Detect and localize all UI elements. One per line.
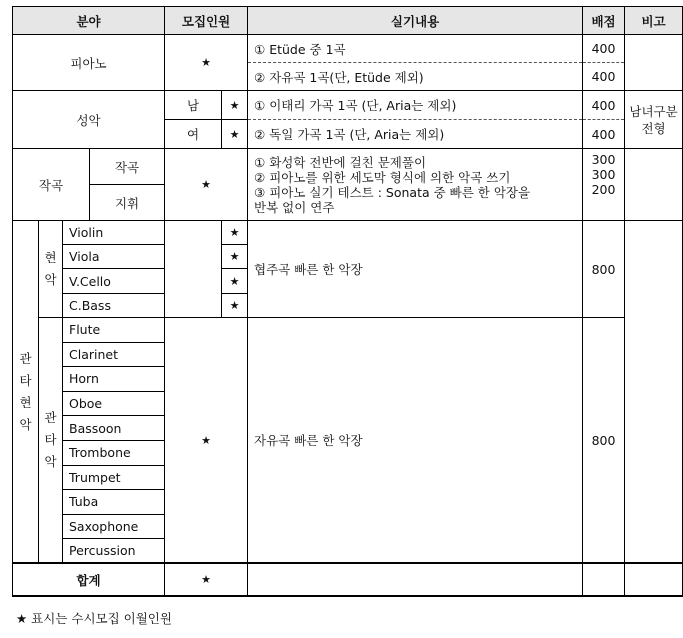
- header-row: [13, 7, 683, 35]
- composition-score-3: 200: [591, 182, 616, 197]
- piano-item-2: ② 자유곡 1곡(단, Etüde 제외): [248, 63, 583, 91]
- instrument-bassoon: Bassoon: [63, 416, 165, 441]
- star-vcello: ★: [222, 269, 248, 294]
- header-recruit: 모집인원: [165, 7, 248, 35]
- piano-star: ★: [165, 35, 248, 91]
- star-cbass: ★: [222, 294, 248, 318]
- vocal-item-2: ② 독일 가곡 1곡 (단, Aria는 제외): [248, 120, 583, 149]
- total-row: [13, 563, 683, 596]
- header-content: 실기내용: [248, 7, 583, 35]
- strings-label: [39, 221, 63, 318]
- instrument-clarinet: Clarinet: [63, 342, 165, 367]
- composition-item-2: ② 피아노를 위한 세도막 형식에 의한 악곡 쓰기: [254, 169, 511, 185]
- winds-score: 800: [583, 318, 625, 564]
- star-viola: ★: [222, 245, 248, 269]
- instrument-vcello: V.Cello: [63, 269, 165, 294]
- total-score: [583, 563, 625, 596]
- vocal-row-1: [13, 91, 683, 120]
- header-field: 분야: [13, 7, 165, 35]
- strings-content: 협주곡 빠른 한 악장: [248, 221, 583, 318]
- header-note: 비고: [625, 7, 683, 35]
- orchestra-note: [625, 221, 683, 564]
- winds-row-1: [13, 318, 683, 343]
- instrument-trumpet: Trumpet: [63, 465, 165, 490]
- total-label: 합계: [13, 563, 165, 596]
- vocal-note: [625, 91, 683, 149]
- instrument-trombone: Trombone: [63, 440, 165, 465]
- composition-sub-1: 작곡: [90, 149, 165, 185]
- header-score: 배점: [583, 7, 625, 35]
- composition-sub-2: 지휘: [90, 185, 165, 221]
- composition-scores: [583, 149, 625, 221]
- instrument-tuba: Tuba: [63, 490, 165, 515]
- orchestra-label-text: 관 타 현 악: [19, 350, 32, 432]
- composition-score-2: 300: [591, 167, 616, 182]
- strings-score: 800: [583, 221, 625, 318]
- winds-star: ★: [165, 318, 248, 564]
- footnote: ★ 표시는 수시모집 이월인원: [16, 611, 172, 626]
- piano-note: [625, 35, 683, 91]
- vocal-female-star: ★: [222, 120, 248, 149]
- vocal-male-star: ★: [222, 91, 248, 120]
- total-note: [625, 563, 683, 596]
- piano-score-2: 400: [583, 63, 625, 91]
- composition-content: [248, 149, 583, 221]
- vocal-male: 남: [165, 91, 222, 120]
- strings-label-text: 현 악: [44, 250, 57, 287]
- composition-note: [625, 149, 683, 221]
- instrument-oboe: Oboe: [63, 391, 165, 416]
- vocal-note-text: 남녀구분 전형: [629, 103, 678, 136]
- vocal-score-1: 400: [583, 91, 625, 120]
- instrument-viola: Viola: [63, 245, 165, 269]
- composition-score-1: 300: [591, 152, 616, 167]
- total-star: ★: [165, 563, 248, 596]
- vocal-score-2: 400: [583, 120, 625, 149]
- instrument-percussion: Percussion: [63, 539, 165, 564]
- strings-blank: [165, 221, 222, 318]
- orchestra-label: [13, 221, 39, 564]
- piano-item-1: ① Etüde 중 1곡: [248, 35, 583, 63]
- winds-label-text: 관 타 악: [44, 410, 57, 470]
- instrument-cbass: C.Bass: [63, 294, 165, 318]
- instrument-saxophone: Saxophone: [63, 514, 165, 539]
- instrument-violin: Violin: [63, 221, 165, 245]
- audition-table: [12, 6, 683, 597]
- winds-content: 자유곡 빠른 한 악장: [248, 318, 583, 564]
- composition-item-3: ③ 피아노 실기 테스트 : Sonata 중 빠른 한 악장을 반복 없이 연주: [254, 184, 531, 215]
- instrument-flute: Flute: [63, 318, 165, 343]
- piano-label: 피아노: [13, 35, 165, 91]
- winds-label: [39, 318, 63, 564]
- composition-row-1: [13, 149, 683, 185]
- strings-row-1: [13, 221, 683, 245]
- piano-score-1: 400: [583, 35, 625, 63]
- piano-row-1: [13, 35, 683, 63]
- vocal-label: 성악: [13, 91, 165, 149]
- instrument-horn: Horn: [63, 367, 165, 392]
- composition-label: 작곡: [13, 149, 90, 221]
- vocal-item-1: ① 이태리 가곡 1곡 (단, Aria는 제외): [248, 91, 583, 120]
- star-violin: ★: [222, 221, 248, 245]
- total-content: [248, 563, 583, 596]
- vocal-female: 여: [165, 120, 222, 149]
- composition-item-1: ① 화성학 전반에 걸친 문제풀이: [254, 154, 427, 170]
- composition-star: ★: [165, 149, 248, 221]
